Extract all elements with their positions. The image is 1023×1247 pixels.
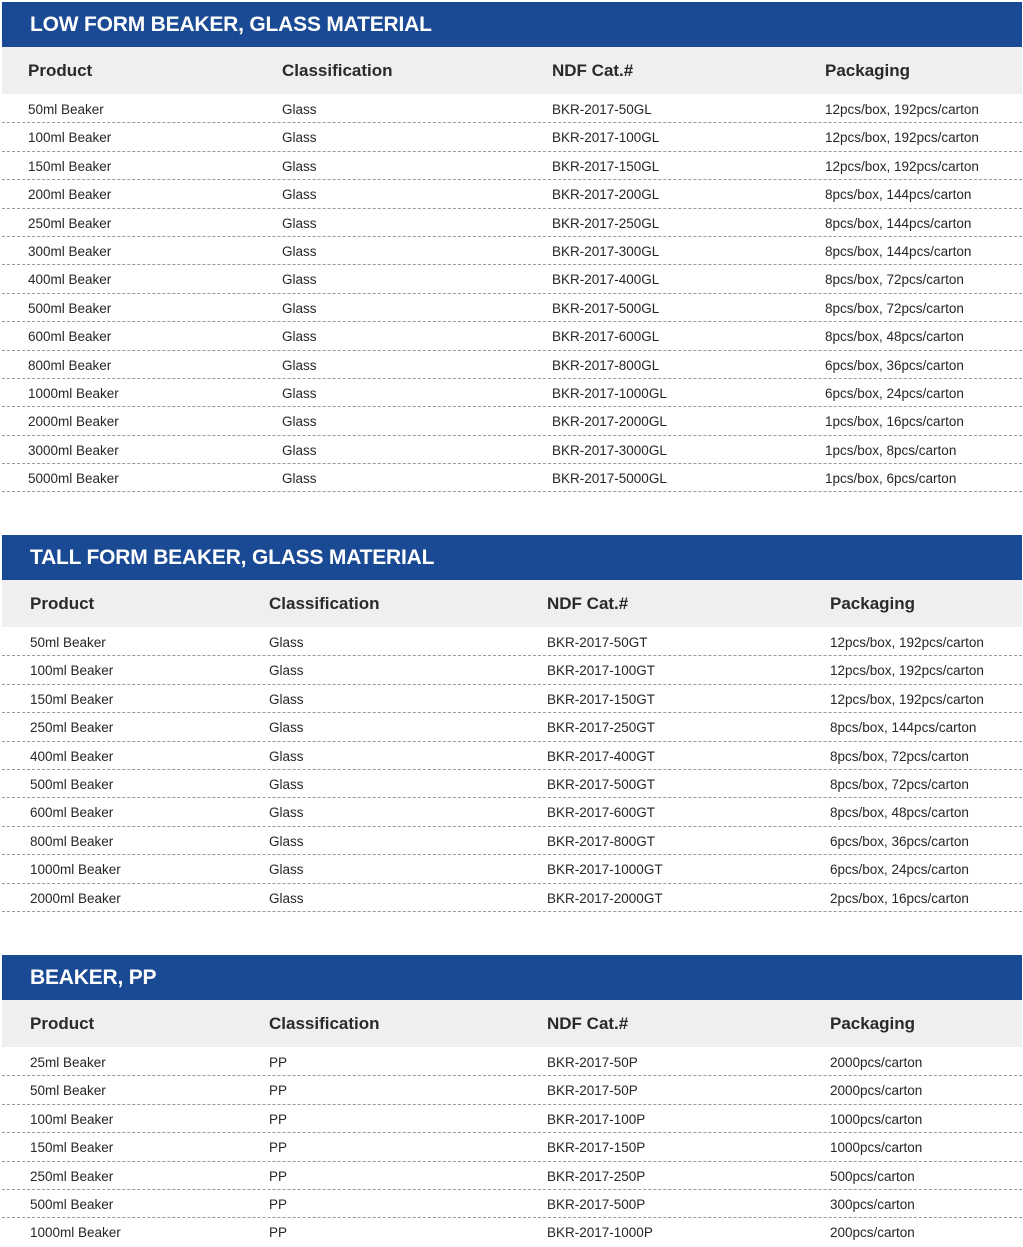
cell-packaging: 8pcs/box, 72pcs/carton [830,748,969,764]
cell-packaging: 8pcs/box, 72pcs/carton [830,776,969,792]
cell-cat-number: BKR-2017-100GT [547,663,656,679]
cell-product: 50ml Beaker [30,635,106,650]
table-row [2,1190,1022,1218]
table-row [2,322,1022,350]
table-row [2,1133,1022,1161]
cell-classification: PP [269,1225,288,1241]
cell-classification: Glass [282,329,317,345]
cell-cat-number: BKR-2017-50GL [552,102,652,117]
cell-packaging: 1000pcs/carton [830,1140,923,1156]
table-row [2,95,1022,123]
cell-packaging: 12pcs/box, 192pcs/carton [825,130,979,146]
cell-classification: Glass [282,187,317,203]
cell-classification: Glass [282,272,317,288]
table-row [2,407,1022,435]
cell-packaging: 6pcs/box, 24pcs/carton [830,862,969,878]
cell-cat-number: BKR-2017-5000GL [552,471,667,487]
cell-cat-number: BKR-2017-150GL [552,158,660,174]
cell-classification: Glass [282,357,317,373]
cell-packaging: 8pcs/box, 144pcs/carton [825,187,972,203]
cell-cat-number: BKR-2017-400GT [547,748,656,764]
table-row [2,770,1022,798]
cell-packaging: 8pcs/box, 48pcs/carton [830,805,969,821]
cell-cat-number: BKR-2017-500GT [547,776,656,792]
cell-product: 400ml Beaker [28,272,112,288]
cell-cat-number: BKR-2017-500GL [552,300,660,316]
cell-packaging: 8pcs/box, 144pcs/carton [825,243,972,259]
cell-cat-number: BKR-2017-2000GL [552,414,667,430]
header-product: Product [28,61,93,80]
cell-classification: Glass [269,862,304,878]
cell-product: 150ml Beaker [30,691,114,707]
cell-packaging: 2000pcs/carton [830,1083,923,1099]
cell-packaging: 300pcs/carton [830,1196,915,1212]
cell-cat-number: BKR-2017-300GL [552,243,660,259]
cell-cat-number: BKR-2017-600GT [547,805,656,821]
cell-classification: Glass [282,243,317,259]
cell-packaging: 12pcs/box, 192pcs/carton [825,102,979,117]
cell-product: 150ml Beaker [30,1140,114,1156]
cell-classification: Glass [269,663,304,679]
cell-classification: PP [269,1083,288,1099]
cell-cat-number: BKR-2017-100GL [552,130,660,146]
cell-cat-number: BKR-2017-1000GL [552,385,667,401]
cell-classification: PP [269,1196,288,1212]
table-row [2,713,1022,741]
cell-product: 400ml Beaker [30,748,114,764]
table-body [0,94,1023,492]
cell-product: 1000ml Beaker [30,1225,121,1241]
cell-product: 2000ml Beaker [30,890,121,906]
table-row [2,855,1022,883]
cell-packaging: 8pcs/box, 144pcs/carton [830,720,977,736]
cell-classification: PP [269,1168,288,1184]
table-row [2,1218,1022,1246]
header-packaging: Packaging [830,594,916,613]
header-cat: NDF Cat.# [552,61,634,80]
cell-cat-number: BKR-2017-600GL [552,329,660,345]
table-row [2,884,1022,912]
table-row [2,1105,1022,1133]
cell-packaging: 12pcs/box, 192pcs/carton [830,691,984,707]
cell-cat-number: BKR-2017-1000GT [547,862,663,878]
cell-product: 50ml Beaker [30,1083,106,1099]
table-row [2,798,1022,826]
cell-product: 800ml Beaker [28,357,112,373]
table-row [2,464,1022,492]
cell-cat-number: BKR-2017-800GT [547,833,656,849]
section-tall-form-beaker [0,535,1023,912]
cell-classification: Glass [269,691,304,707]
table-row [2,152,1022,180]
cell-product: 3000ml Beaker [28,442,119,458]
cell-product: 1000ml Beaker [30,862,121,878]
cell-packaging: 8pcs/box, 72pcs/carton [825,300,964,316]
table-row [2,436,1022,464]
cell-product: 800ml Beaker [30,833,114,849]
table-row [2,628,1022,656]
cell-product: 2000ml Beaker [28,414,119,430]
cell-product: 1000ml Beaker [28,385,119,401]
table-header [2,47,1022,94]
table-row [2,294,1022,322]
header-packaging: Packaging [830,1014,916,1033]
cell-packaging: 6pcs/box, 24pcs/carton [825,385,964,401]
cell-classification: Glass [269,890,304,906]
cell-packaging: 12pcs/box, 192pcs/carton [830,663,984,679]
cell-classification: Glass [269,805,304,821]
table-row [2,265,1022,293]
header-packaging: Packaging [825,61,911,80]
cell-packaging: 1pcs/box, 8pcs/carton [825,442,957,458]
cell-product: 100ml Beaker [28,130,112,146]
cell-classification: Glass [282,471,317,487]
cell-product: 200ml Beaker [28,187,112,203]
cell-packaging: 8pcs/box, 72pcs/carton [825,272,964,288]
cell-cat-number: BKR-2017-400GL [552,272,660,288]
cell-packaging: 8pcs/box, 144pcs/carton [825,215,972,231]
table-row [2,351,1022,379]
header-classification: Classification [282,61,393,80]
table-row [2,685,1022,713]
table-body [0,627,1023,912]
section-beaker-pp [0,955,1023,1247]
cell-product: 500ml Beaker [30,776,114,792]
cell-classification: Glass [282,215,317,231]
cell-product: 100ml Beaker [30,663,114,679]
header-cat: NDF Cat.# [547,594,629,613]
cell-cat-number: BKR-2017-1000P [547,1225,653,1241]
table-row [2,1048,1022,1076]
cell-product: 600ml Beaker [28,329,112,345]
cell-classification: Glass [282,442,317,458]
table-body [0,1047,1023,1247]
cell-classification: Glass [282,300,317,316]
table-header [2,1000,1022,1047]
cell-classification: Glass [269,776,304,792]
table-row [2,742,1022,770]
cell-cat-number: BKR-2017-200GL [552,187,660,203]
cell-packaging: 8pcs/box, 48pcs/carton [825,329,964,345]
section-title: LOW FORM BEAKER, GLASS MATERIAL [2,2,1022,47]
header-product: Product [30,1014,95,1033]
cell-classification: PP [269,1055,288,1070]
table-row [2,237,1022,265]
table-row [2,123,1022,151]
table-row [2,1076,1022,1104]
cell-product: 150ml Beaker [28,158,112,174]
table-row [2,1162,1022,1190]
section-low-form-beaker [0,2,1023,492]
cell-classification: Glass [269,748,304,764]
cell-classification: Glass [282,414,317,430]
section-title: TALL FORM BEAKER, GLASS MATERIAL [2,535,1022,580]
cell-product: 300ml Beaker [28,243,112,259]
table-row [2,656,1022,684]
cell-packaging: 200pcs/carton [830,1225,915,1241]
header-classification: Classification [269,1014,380,1033]
cell-packaging: 1000pcs/carton [830,1111,923,1127]
cell-cat-number: BKR-2017-50P [547,1055,638,1070]
cell-packaging: 500pcs/carton [830,1168,915,1184]
cell-classification: Glass [269,635,304,650]
cell-cat-number: BKR-2017-500P [547,1196,646,1212]
table-row [2,379,1022,407]
cell-packaging: 12pcs/box, 192pcs/carton [825,158,979,174]
table-row [2,180,1022,208]
cell-packaging: 1pcs/box, 16pcs/carton [825,414,964,430]
cell-product: 250ml Beaker [30,1168,114,1184]
cell-classification: Glass [282,385,317,401]
cell-classification: Glass [269,720,304,736]
cell-product: 250ml Beaker [28,215,112,231]
cell-packaging: 12pcs/box, 192pcs/carton [830,635,984,650]
cell-cat-number: BKR-2017-250GT [547,720,656,736]
cell-product: 600ml Beaker [30,805,114,821]
cell-classification: Glass [282,102,317,117]
cell-product: 250ml Beaker [30,720,114,736]
cell-product: 500ml Beaker [28,300,112,316]
cell-cat-number: BKR-2017-150P [547,1140,646,1156]
cell-packaging: 1pcs/box, 6pcs/carton [825,471,957,487]
header-classification: Classification [269,594,380,613]
table-row [2,209,1022,237]
cell-cat-number: BKR-2017-2000GT [547,890,663,906]
header-cat: NDF Cat.# [547,1014,629,1033]
cell-product: 5000ml Beaker [28,471,119,487]
header-product: Product [30,594,95,613]
cell-cat-number: BKR-2017-250GL [552,215,660,231]
cell-product: 500ml Beaker [30,1196,114,1212]
cell-packaging: 6pcs/box, 36pcs/carton [830,833,969,849]
cell-product: 25ml Beaker [30,1055,106,1070]
cell-classification: PP [269,1140,288,1156]
cell-classification: Glass [282,158,317,174]
cell-classification: PP [269,1111,288,1127]
cell-packaging: 2pcs/box, 16pcs/carton [830,890,969,906]
cell-product: 50ml Beaker [28,102,104,117]
table-row [2,827,1022,855]
cell-cat-number: BKR-2017-50P [547,1083,638,1099]
cell-classification: Glass [269,833,304,849]
cell-classification: Glass [282,130,317,146]
cell-product: 100ml Beaker [30,1111,114,1127]
cell-packaging: 2000pcs/carton [830,1055,923,1070]
cell-cat-number: BKR-2017-50GT [547,635,648,650]
cell-cat-number: BKR-2017-150GT [547,691,656,707]
cell-cat-number: BKR-2017-3000GL [552,442,667,458]
cell-cat-number: BKR-2017-800GL [552,357,660,373]
cell-packaging: 6pcs/box, 36pcs/carton [825,357,964,373]
cell-cat-number: BKR-2017-100P [547,1111,646,1127]
cell-cat-number: BKR-2017-250P [547,1168,646,1184]
table-header [2,580,1022,627]
section-title: BEAKER, PP [2,955,1022,1000]
